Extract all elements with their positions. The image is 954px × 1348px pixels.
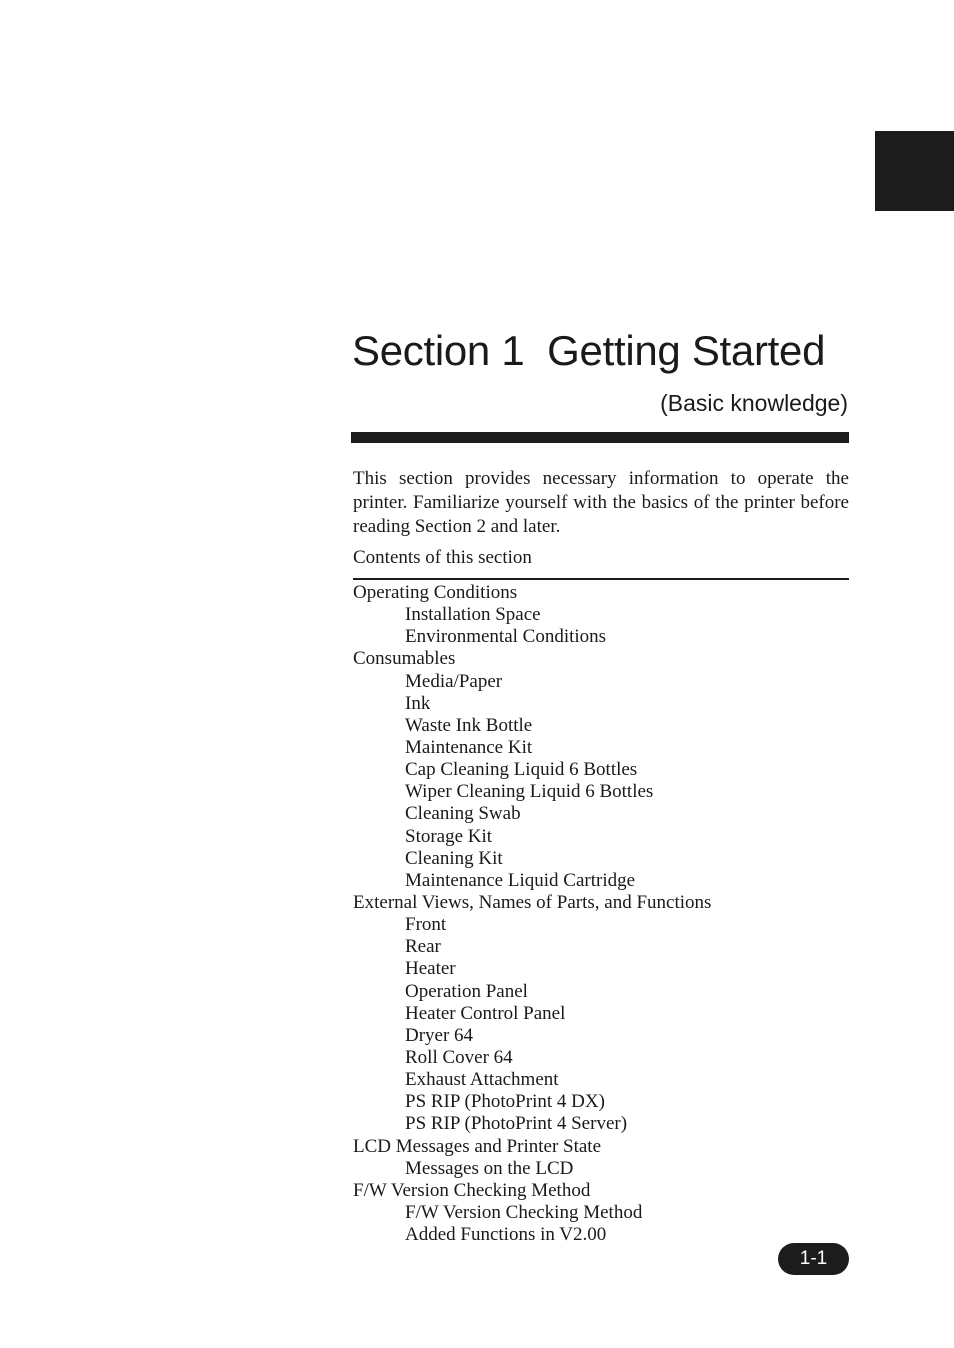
toc-item: External Views, Names of Parts, and Functions xyxy=(353,891,712,913)
toc-item: Operating Conditions xyxy=(353,582,518,603)
page-number-badge: 1-1 xyxy=(778,1243,849,1275)
toc-subitem: Exhaust Attachment xyxy=(405,1069,559,1091)
toc-subitem: Media/Paper xyxy=(405,670,503,692)
toc-subitem: PS RIP (PhotoPrint 4 Server) xyxy=(405,1113,628,1135)
toc-subitem: Storage Kit xyxy=(405,825,493,847)
toc-subitem: Waste Ink Bottle xyxy=(405,714,533,736)
toc-subitem: Added Functions in V2.00 xyxy=(405,1224,607,1246)
toc-subitem: Wiper Cleaning Liquid 6 Bottles xyxy=(405,781,654,803)
intro-paragraph: This section provides necessary information to operate the printer. Familiarize yourself with the basics of the printer before reading Section 2 and later. xyxy=(353,468,849,537)
title-divider xyxy=(351,432,849,443)
section-subtitle: (Basic knowledge) xyxy=(660,390,848,416)
table-of-contents xyxy=(353,582,849,1246)
toc-subitem: Cap Cleaning Liquid 6 Bottles xyxy=(405,759,638,781)
toc-subitem: Installation Space xyxy=(405,604,541,626)
toc-subitem: Heater xyxy=(405,958,456,980)
toc-subitem: Heater Control Panel xyxy=(405,1002,566,1024)
toc-subitem: Messages on the LCD xyxy=(405,1157,574,1179)
toc-subitem: Maintenance Kit xyxy=(405,736,533,758)
toc-subitem: F/W Version Checking Method xyxy=(405,1201,643,1223)
section-title: Section 1 Getting Started xyxy=(352,327,826,374)
contents-heading: Contents of this section xyxy=(353,547,532,568)
toc-subitem: Dryer 64 xyxy=(405,1024,474,1046)
toc-subitem: Operation Panel xyxy=(405,980,528,1002)
toc-subitem: Environmental Conditions xyxy=(405,626,607,648)
toc-subitem: PS RIP (PhotoPrint 4 DX) xyxy=(405,1091,605,1113)
toc-subitem: Roll Cover 64 xyxy=(405,1046,513,1068)
toc-subitem: Maintenance Liquid Cartridge xyxy=(405,869,636,891)
toc-item: LCD Messages and Printer State xyxy=(353,1135,602,1157)
toc-subitem: Cleaning Swab xyxy=(405,803,521,825)
toc-item: F/W Version Checking Method xyxy=(353,1179,591,1201)
toc-subitem: Ink xyxy=(405,692,431,714)
toc-item: Consumables xyxy=(353,648,456,670)
toc-subitem: Rear xyxy=(405,936,441,958)
toc-subitem: Cleaning Kit xyxy=(405,847,503,869)
contents-divider xyxy=(353,578,849,580)
section-tab-marker xyxy=(875,131,954,211)
toc-subitem: Front xyxy=(405,914,447,936)
